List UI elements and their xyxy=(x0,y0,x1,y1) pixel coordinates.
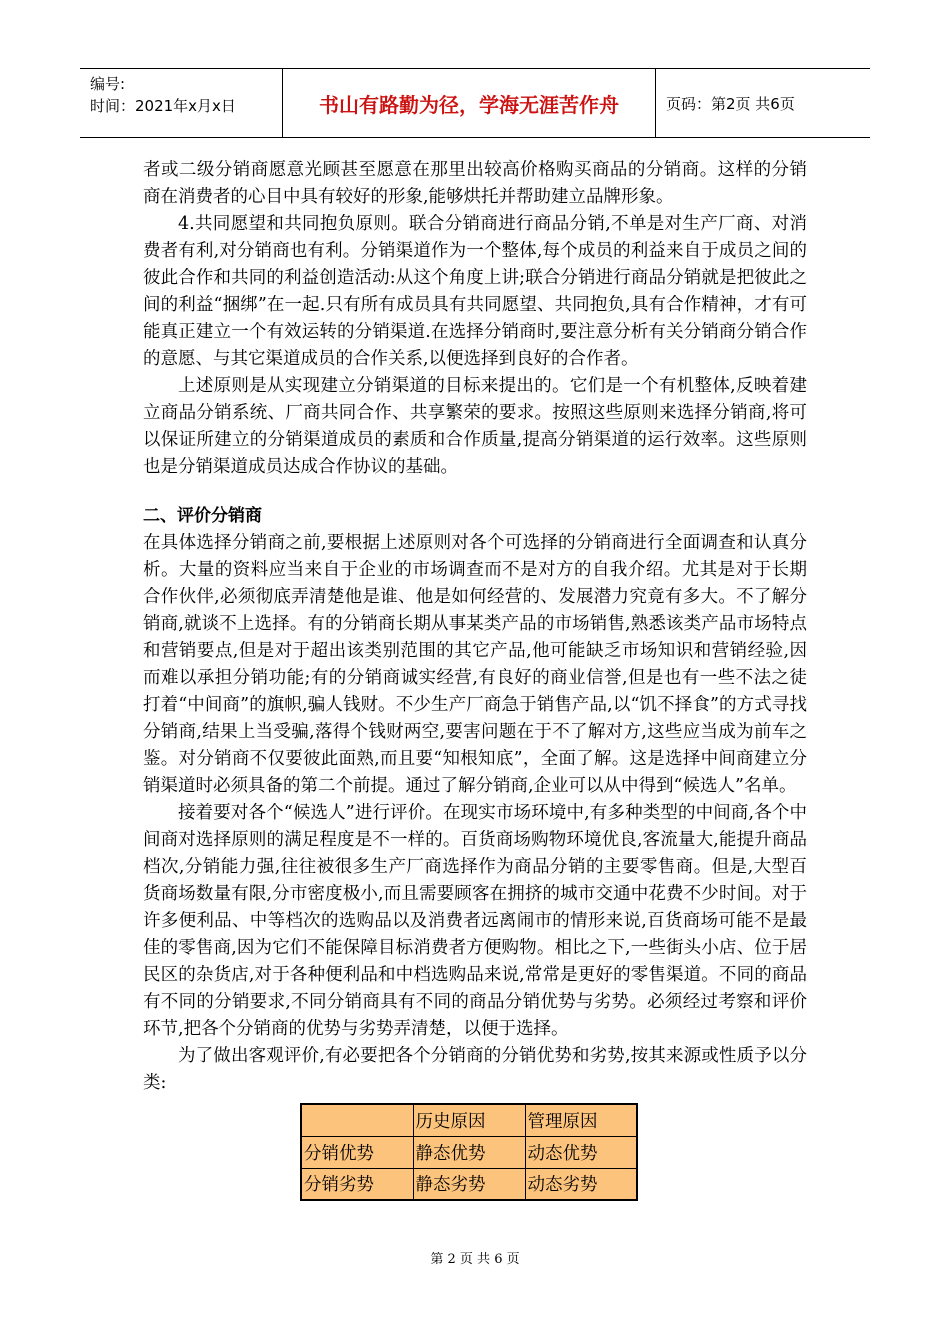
paragraph: 接着要对各个“候选人”进行评价。在现实市场环境中,有多种类型的中间商,各个中间商对选择原则的满足程度是不一样的。百货商场购物环境优良,客流量大,能提升商品档次,分销能力强,往往被很多生产厂商选择作为商品分销的主要零售商。但是,大型百货商场数量有限,分市密度极小,而且需要顾客在拥挤的城市交通中花费不少时间。对于许多便利品、中等档次的选购品以及消费者远离闹市的情形来说,百货商场可能不是最佳的零售商,因为它们不能保障目标消费者方便购物。相比之下,一些街头小店、位于居民区的杂货店,对于各种便利品和中档选购品来说,常常是更好的零售渠道。不同的商品有不同的分销要求,不同分销商具有不同的商品分销优势与劣势。必须经过考察和评价环节,把各个分销商的优势与劣势弄清楚，以便于选择。 xyxy=(143,803,807,1039)
paragraph: 4.共同愿望和共同抱负原则。联合分销商进行商品分销,不单是对生产厂商、对消费者有利,对分销商也有利。分销渠道作为一个整体,每个成员的利益来自于成员之间的彼此合作和共同的利益创造活动:从这个角度上讲;联合分销进行商品分销就是把彼此之间的利益“捆绑”在一起.只有所有成员具有共同愿望、共同抱负,具有合作精神，才有可能真正建立一个有效运转的分销渠道.在选择分销商时,要注意分析有关分销商分销合作的意愿、与其它渠道成员的合作关系,以便选择到良好的合作者。 xyxy=(143,214,807,369)
time-label: 时间：2021年x月x日 xyxy=(90,97,236,115)
document-body xyxy=(143,157,807,1097)
table-cell: 管理原因 xyxy=(525,1104,637,1136)
table-cell: 分销劣势 xyxy=(301,1168,413,1200)
table-cell: 静态劣势 xyxy=(413,1168,525,1200)
table-row xyxy=(301,1168,637,1200)
header-motto: 书山有路勤为径，学海无涯苦作舟 xyxy=(283,69,656,137)
advantage-table xyxy=(300,1103,638,1201)
table-row xyxy=(301,1136,637,1168)
paragraph: 为了做出客观评价,有必要把各个分销商的分销优势和劣势,按其来源或性质予以分类: xyxy=(143,1046,807,1093)
paragraph: 上述原则是从实现建立分销渠道的目标来提出的。它们是一个有机整体,反映着建立商品分销系统、厂商共同合作、共享繁荣的要求。按照这些原则来选择分销商,将可以保证所建立的分销渠道成员的素质和合作质量,提高分销渠道的运行效率。这些原则也是分销渠道成员达成合作协议的基础。 xyxy=(143,376,807,477)
serial-label: 编号: xyxy=(90,75,126,93)
table-cell: 动态劣势 xyxy=(525,1168,637,1200)
table-cell xyxy=(301,1104,413,1136)
page-footer: 第 2 页 共 6 页 xyxy=(430,1252,520,1267)
table-cell: 动态优势 xyxy=(525,1136,637,1168)
paragraph: 者或二级分销商愿意光顾甚至愿意在那里出较高价格购买商品的分销商。这样的分销商在消费者的心目中具有较好的形象,能够烘托并帮助建立品牌形象。 xyxy=(143,160,807,207)
table-cell: 历史原因 xyxy=(413,1104,525,1136)
table-header-row xyxy=(301,1104,637,1136)
table-cell: 分销优势 xyxy=(301,1136,413,1168)
paragraph: 在具体选择分销商之前,要根据上述原则对各个可选择的分销商进行全面调查和认真分析。大量的资料应当来自于企业的市场调查而不是对方的自我介绍。尤其是对于长期合作伙伴,必须彻底弄清楚他是谁、他是如何经营的、发展潜力究竟有多大。不了解分销商,就谈不上选择。有的分销商长期从事某类产品的市场销售,熟悉该类产品市场特点和营销要点,但是对于超出该类别范围的其它产品,他可能缺乏市场知识和营销经验,因而难以承担分销功能;有的分销商诚实经营,有良好的商业信誉,但是也有一些不法之徒打着“中间商”的旗帜,骗人钱财。不少生产厂商急于销售产品,以“饥不择食”的方式寻找分销商,结果上当受骗,落得个钱财两空,要害问题在于不了解对方,这些应当成为前车之鉴。对分销商不仅要彼此面熟,而且要“知根知底”，全面了解。这是选择中间商建立分销渠道时必须具备的第二个前提。通过了解分销商,企业可以从中得到“候选人”名单。 xyxy=(143,533,807,796)
section-title: 二、评价分销商 xyxy=(143,506,262,526)
table-cell: 静态优势 xyxy=(413,1136,525,1168)
page-header xyxy=(80,68,870,138)
header-meta xyxy=(80,69,283,137)
header-page-info: 页码：第2页 共6页 xyxy=(666,94,795,113)
